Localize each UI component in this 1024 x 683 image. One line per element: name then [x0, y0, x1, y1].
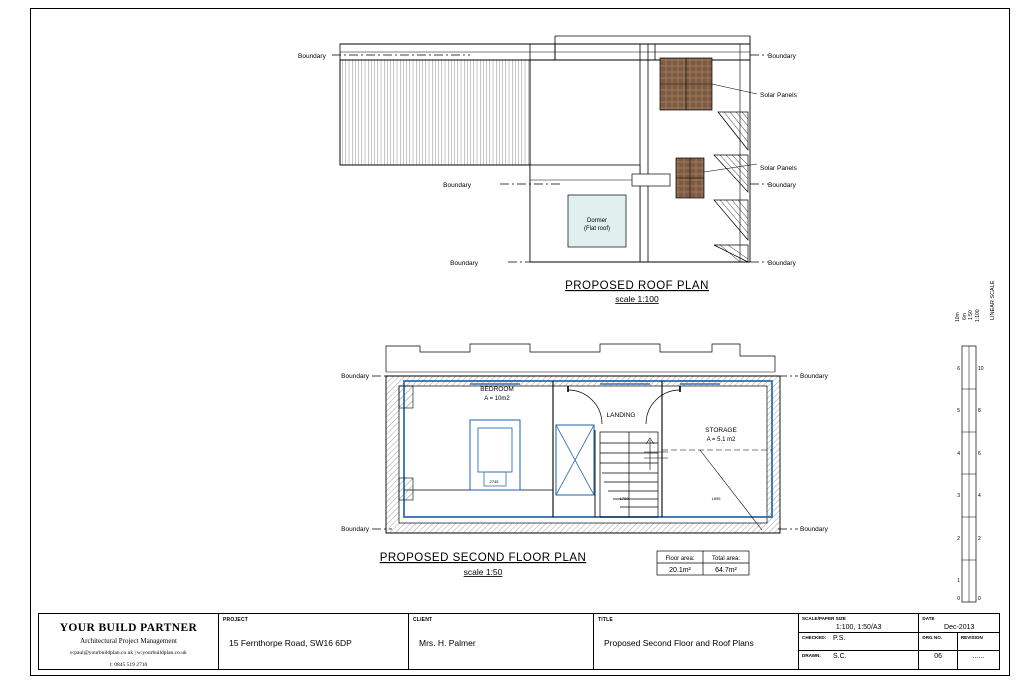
room-label-landing: LANDING: [606, 412, 636, 419]
tick-1-100-8: 8: [978, 408, 981, 414]
tick-1-50-4: 4: [957, 451, 960, 457]
dim-3: 1895: [711, 496, 721, 501]
title-block-right: [799, 614, 999, 669]
project-value: 15 Fernthorpe Road, SW16 6DP: [229, 638, 352, 648]
dim-2: 1700: [619, 496, 629, 501]
scale-value: 1:100, 1:50/A3: [835, 624, 882, 631]
floor-boundary-label-right-1: Boundary: [800, 373, 828, 380]
drawn-field: [799, 651, 919, 669]
drg-label: DRG NO.: [922, 634, 943, 640]
floor-plan-scale: scale 1:50: [463, 567, 503, 577]
dormer-label-1: Dormer: [586, 218, 608, 224]
roof-boundary-label-left-2: Boundary: [443, 182, 471, 189]
roof-plan-title: PROPOSED ROOF PLAN: [565, 280, 709, 292]
client-field: [409, 614, 594, 669]
linear-scale-row-2: 1:100: [975, 309, 981, 322]
drg-value-cell: [919, 651, 957, 669]
tick-1-50-6: 6: [957, 366, 960, 372]
company-name: YOUR BUILD PARTNER: [59, 622, 198, 634]
project-label: PROJECT: [223, 617, 249, 623]
area-header-total: Total area:: [711, 556, 741, 562]
roof-boundary-label-right-3: Boundary: [768, 260, 796, 267]
checked-value: P.S.: [833, 634, 846, 642]
date-field: [919, 614, 999, 632]
solar-panels-label-1: Solar Panels: [760, 92, 797, 99]
second-floor-plan-group: [341, 344, 828, 577]
roof-plan-scale: scale 1:100: [615, 294, 659, 304]
area-value-total: 64.7m²: [715, 567, 737, 574]
checked-field: [799, 633, 919, 651]
revision-field: [958, 633, 999, 651]
room-area-storage: A = 5.1 m2: [706, 437, 736, 443]
drawn-label: DRAWN:: [802, 653, 821, 659]
scale-field: [799, 614, 919, 632]
revision-value-cell: [958, 651, 999, 669]
area-table: [657, 551, 749, 575]
roof-plan-group: [298, 36, 798, 304]
tick-1-50-1: 1: [957, 578, 960, 584]
client-label: CLIENT: [413, 617, 433, 623]
drg-revision-field: [919, 633, 999, 651]
date-value: Dec-2013: [944, 624, 975, 631]
tick-1-50-3: 3: [957, 493, 960, 499]
company-contact-2: t: 0845 519 2710: [109, 662, 148, 669]
drg-value: 06: [934, 653, 943, 661]
area-value-floor: 20.1m²: [669, 567, 691, 574]
checked-label: CHECKED:: [802, 634, 827, 640]
room-label-bedroom: BEDROOM: [480, 386, 514, 393]
linear-scale-top-2: 10m: [955, 312, 961, 322]
title-label: TITLE: [598, 617, 613, 623]
tick-1-100-4: 4: [978, 493, 981, 499]
floor-boundary-label-right-2: Boundary: [800, 526, 828, 533]
revision-label: REVISION: [960, 634, 983, 640]
tick-1-50-5: 5: [957, 408, 960, 414]
floor-boundary-label-left-1: Boundary: [341, 373, 369, 380]
linear-scale-top-1: 6m: [962, 313, 968, 320]
scale-label: SCALE/PAPER SIZE: [802, 616, 846, 621]
drg-revision-values: [919, 651, 999, 669]
room-area-bedroom: A = 10m2: [484, 396, 510, 402]
linear-scale-row-1: 1:50: [968, 310, 974, 320]
dim-1: 2745: [489, 479, 499, 484]
title-block: [38, 613, 1000, 670]
tick-1-100-6: 6: [978, 451, 981, 457]
tick-1-50-2: 2: [957, 536, 960, 542]
roof-boundary-label-left-3: Boundary: [450, 260, 478, 267]
drawn-value: S.C.: [833, 653, 847, 661]
revision-value: ......: [972, 653, 985, 661]
date-label: DATE: [922, 616, 935, 621]
client-value: Mrs. H. Palmer: [419, 638, 476, 648]
roof-boundary-label-right-2: Boundary: [768, 182, 796, 189]
floor-boundary-label-left-2: Boundary: [341, 526, 369, 533]
room-label-storage: STORAGE: [705, 427, 737, 434]
tick-1-100-10: 10: [978, 366, 984, 372]
tick-1-100-2: 2: [978, 536, 981, 542]
linear-scale: [955, 280, 996, 602]
title-value: Proposed Second Floor and Roof Plans: [604, 638, 754, 648]
company-tagline: Architectural Project Management: [80, 637, 177, 645]
roof-boundary-label-left-1: Boundary: [298, 53, 326, 60]
solar-panels-label-2: Solar Panels: [760, 165, 797, 172]
company-contact-1: e:paul@yourbuildplan.co.uk | w:yourbuildplan.co.uk: [70, 650, 187, 656]
area-header-floor: Floor area:: [665, 556, 695, 562]
linear-scale-caption: LINEAR SCALE: [990, 280, 996, 320]
dormer-label-2: (Flat roof): [583, 226, 611, 232]
roof-boundary-label-right-1: Boundary: [768, 53, 796, 60]
tick-1-100-0: 0: [978, 596, 981, 602]
floor-plan-title: PROPOSED SECOND FLOOR PLAN: [379, 552, 587, 564]
company-block: [39, 614, 219, 669]
drg-field: [919, 633, 957, 651]
tick-1-50-0: 0: [957, 596, 960, 602]
title-field: [594, 614, 799, 669]
project-field: [219, 614, 409, 669]
